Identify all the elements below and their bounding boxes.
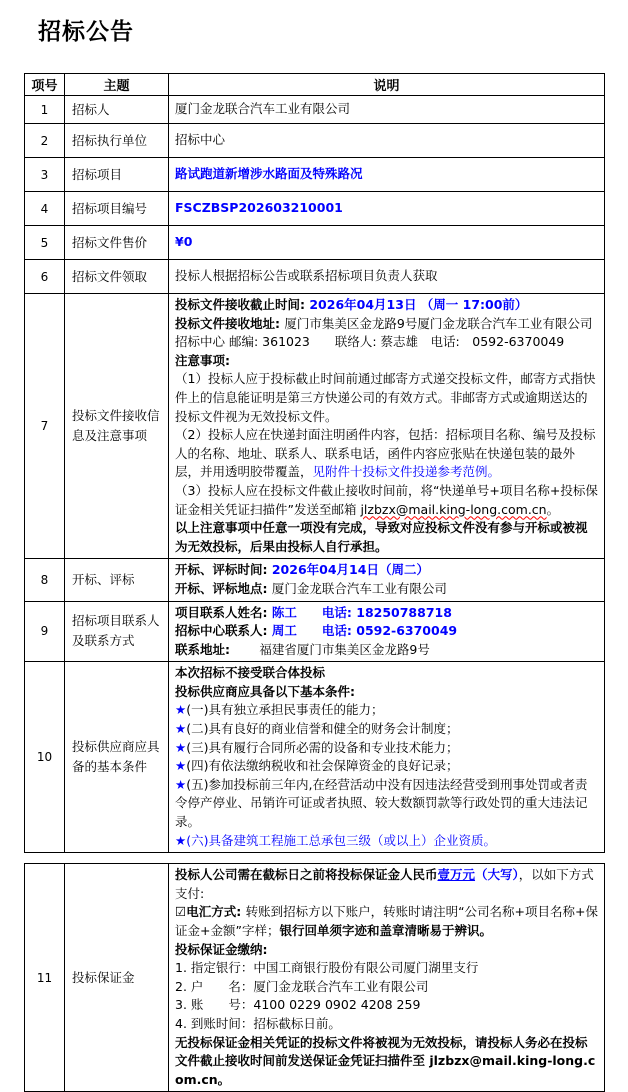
description-line (175, 482, 598, 519)
row-topic: 招标文件领取 (65, 260, 169, 294)
table-body-main (25, 96, 605, 853)
text-segment: (二)具有良好的商业信誉和健全的财务会计制度； (186, 721, 459, 737)
text-segment: 4. 到账时间：招标截标日前。 (175, 1015, 341, 1031)
text-segment: 注意事项: (175, 352, 230, 368)
row-description (169, 260, 605, 294)
description-line (175, 315, 598, 352)
row-item-number: 4 (25, 192, 65, 226)
table-row (25, 124, 605, 158)
text-segment: 投标人公司需在截标日之前将投标保证金人民币 (175, 867, 438, 883)
description-line (175, 267, 598, 286)
text-segment: (一)具有独立承担民事责任的能力； (186, 702, 384, 718)
description-line (175, 199, 598, 218)
col-header-topic: 主题 (65, 74, 169, 96)
table-row (25, 226, 605, 260)
text-segment: ¥0 (175, 234, 193, 250)
text-segment: ★ (175, 758, 187, 774)
row-description (169, 192, 605, 226)
text-segment: 壹万元 (437, 867, 476, 883)
row-topic: 招标执行单位 (65, 124, 169, 158)
text-segment: 以上注意事项中任意一项没有完成，导致对应投标文件没有参与开标或被视为无效投标，后果由投标人自行承担。 (175, 520, 588, 554)
page-title: 招标公告 (38, 18, 134, 45)
description-line (175, 131, 598, 150)
description-line (175, 165, 598, 184)
description-line (175, 683, 598, 702)
table-row (25, 96, 605, 124)
table-row (25, 294, 605, 559)
description-line (175, 426, 598, 482)
text-segment: 2026年04月13日 （周一 17:00前） (309, 297, 528, 312)
description-line (175, 352, 598, 371)
description-line (175, 1015, 598, 1034)
row-item-number: 11 (25, 864, 65, 1092)
text-segment: 本次招标不接受联合体投标 (175, 665, 326, 681)
description-line (175, 100, 598, 119)
description-line (175, 296, 598, 315)
text-segment: （3）投标人应在投标文件截止接收时间前，将“快递单号+项目名称+投标保证金相关凭证扫描件”发送至邮箱 (175, 482, 598, 517)
description-line (175, 996, 598, 1015)
row-topic: 招标项目编号 (65, 192, 169, 226)
row-description (169, 226, 605, 260)
row-topic: 招标项目 (65, 158, 169, 192)
row-description (169, 294, 605, 559)
text-segment: 项目联系人姓名: (175, 604, 272, 620)
description-line (175, 1034, 598, 1090)
description-line (175, 959, 598, 978)
text-segment: 投标供应商应具备以下基本条件: (175, 683, 355, 699)
email-address: jlzbzx@mail.king-long.com.cn (175, 1053, 596, 1087)
description-line (175, 941, 598, 960)
row-item-number: 9 (25, 601, 65, 662)
email-address: jlzbzx@mail.king-long.com.cn (360, 501, 547, 517)
row-topic: 投标文件接收信息及注意事项 (65, 294, 169, 559)
description-line (175, 757, 598, 776)
row-item-number: 1 (25, 96, 65, 124)
row-item-number: 6 (25, 260, 65, 294)
text-segment (297, 605, 322, 620)
row-description (169, 864, 605, 1092)
tender-deposit-table (24, 863, 605, 1092)
text-segment: 路试跑道新增涉水路面及特殊路况 (175, 166, 363, 182)
tender-announcement-page (0, 13, 628, 1092)
description-line (175, 866, 598, 903)
text-segment: 投标文件接收截止时间: (175, 297, 310, 312)
text-segment: 厦门金龙联合汽车工业有限公司 (175, 101, 351, 117)
text-segment: 银行回单须字迹和盖章清晰易于辨识。 (279, 923, 492, 938)
row-item-number: 7 (25, 294, 65, 559)
description-line (175, 622, 598, 641)
text-segment: 见附件十投标文件投递参考范例。 (312, 464, 501, 480)
text-segment: ★ (175, 721, 187, 737)
text-segment: （大写） (475, 867, 519, 883)
text-segment: 2026年04月14日（周二） (271, 562, 429, 578)
table-row (25, 158, 605, 192)
col-header-item-no: 项号 (25, 74, 65, 96)
description-line (175, 832, 598, 851)
text-segment: 2. 户 名：厦门金龙联合汽车工业有限公司 (175, 978, 429, 994)
text-segment: 招标中心 (175, 132, 226, 148)
text-segment: 厦门市集美区金龙路9号厦门金龙联合汽车工业有限公司招标中心 邮编: 361023 联络人: 蔡志雄 电话: 0592-6370049 (175, 315, 593, 350)
text-segment: 。 (217, 1071, 231, 1087)
row-topic: 招标项目联系人及联系方式 (65, 601, 169, 662)
row-description (169, 601, 605, 662)
text-segment: 开标、评标地点: (175, 580, 272, 596)
table-header-row (25, 74, 605, 96)
row-item-number: 3 (25, 158, 65, 192)
text-segment: ★ (175, 702, 187, 718)
text-segment: 无投标保证金相关凭证的投标文件将被视为无效投标，请投标人务必在投标文件截止接收时间前发送保证金凭证扫描件至 (175, 1034, 588, 1069)
text-segment: 厦门金龙联合汽车工业有限公司 (271, 580, 447, 596)
tender-info-table (24, 73, 605, 853)
text-segment: （2）投标人应在快递封面注明函件内容，包括：招标项目名称、编号及投标人的名称、地址、联系人、联系电话，函件内容应张贴在快递包装的最外层，并用透明胶带覆盖， (175, 427, 596, 480)
text-segment: (四)有依法缴纳税收和社会保障资金的良好记录； (186, 758, 459, 774)
table-row (25, 192, 605, 226)
text-segment: 投标人根据招标公告或联系招标项目负责人获取 (175, 268, 438, 284)
text-segment: (三)具有履行合同所必需的设备和专业技术能力； (186, 739, 459, 755)
text-segment: 。 (546, 501, 560, 517)
description-line (175, 720, 598, 739)
text-segment: 陈工 (271, 604, 297, 620)
description-line (175, 903, 598, 940)
description-line (175, 233, 598, 252)
text-segment: 联系地址: (175, 641, 235, 657)
description-line (175, 580, 598, 599)
text-segment: 电话: 18250788718 (321, 604, 452, 620)
text-segment: 招标中心联系人: (175, 623, 272, 639)
row-description (169, 662, 605, 853)
row-item-number: 5 (25, 226, 65, 260)
col-header-description: 说明 (169, 74, 605, 96)
row-description (169, 559, 605, 601)
text-segment: 投标保证金缴纳: (175, 941, 268, 957)
description-line (175, 701, 598, 720)
text-segment: 转账到招标方以下账户，转账时请注明“公司名称+项目名称+保证金+金额”字样； (175, 904, 598, 938)
row-description (169, 158, 605, 192)
text-segment: FSCZBSP202603210001 (175, 200, 343, 216)
row-item-number: 2 (25, 124, 65, 158)
description-line (175, 561, 598, 580)
table-row (25, 662, 605, 853)
text-segment: ，以如下方式支付: (175, 867, 594, 901)
description-line (175, 664, 598, 683)
text-segment: ☑电汇方式: (175, 904, 246, 920)
row-description (169, 124, 605, 158)
text-segment: 周工 (271, 623, 297, 639)
text-segment: 电话: 0592-6370049 (321, 623, 458, 639)
table-row (25, 260, 605, 294)
text-segment: 1. 指定银行：中国工商银行股份有限公司厦门湖里支行 (175, 960, 479, 976)
text-segment: ★ (175, 776, 187, 792)
text-segment: 投标文件接收地址: (175, 315, 285, 331)
row-topic: 开标、评标 (65, 559, 169, 601)
text-segment: （1）投标人应于投标截止时间前通过邮寄方式递交投标文件，邮寄方式指快件上的信息能证明是第三方快递公司的有效方式。非邮寄方式或逾期送达的投标文件视为无效投标文件。 (175, 371, 596, 424)
table-body-deposit (25, 864, 605, 1092)
row-topic: 招标文件售价 (65, 226, 169, 260)
description-line (175, 739, 598, 758)
description-line (175, 370, 598, 426)
row-item-number: 8 (25, 559, 65, 601)
text-segment: ★(六)具备建筑工程施工总承包三级（或以上）企业资质。 (175, 832, 496, 848)
description-line (175, 641, 598, 660)
table-row (25, 601, 605, 662)
row-topic: 投标保证金 (65, 864, 169, 1092)
description-line (175, 519, 598, 556)
row-topic: 招标人 (65, 96, 169, 124)
text-segment: 开标、评标时间: (175, 562, 272, 578)
description-line (175, 604, 598, 623)
description-line (175, 776, 598, 832)
row-description (169, 96, 605, 124)
text-segment: (五)参加投标前三年内,在经营活动中没有因违法经营受到刑事处罚或者责令停产停业、吊销许可证或者执照、较大数额罚款等行政处罚的重大违法记录。 (175, 776, 588, 830)
text-segment: 福建省厦门市集美区金龙路9号 (234, 641, 430, 657)
table-row (25, 864, 605, 1092)
table-row (25, 559, 605, 601)
text-segment: 3. 账 号：4100 0229 0902 4208 259 (175, 997, 421, 1013)
text-segment: ★ (175, 739, 187, 755)
row-topic: 投标供应商应具备的基本条件 (65, 662, 169, 853)
description-line (175, 978, 598, 997)
row-item-number: 10 (25, 662, 65, 853)
text-segment (297, 623, 322, 638)
